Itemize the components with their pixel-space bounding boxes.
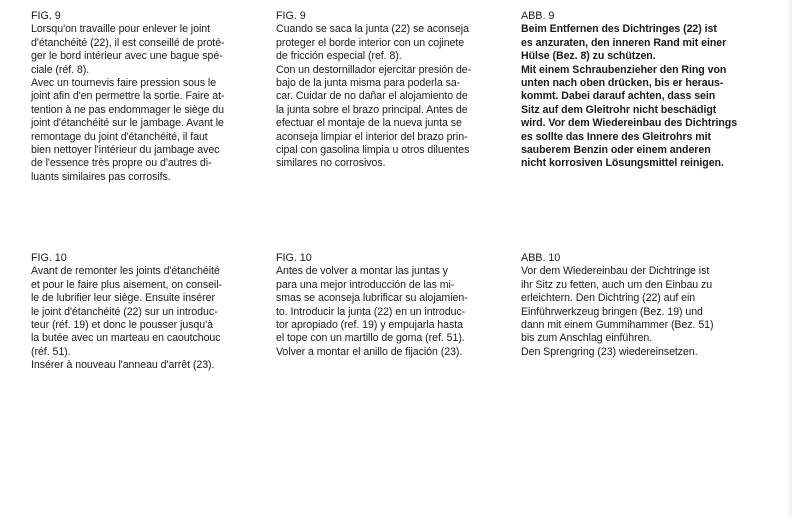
text-line: Avant de remonter les joints d'étanchéité — [31, 265, 220, 278]
text-line: el tope con un martillo de goma (ref. 51). — [276, 332, 465, 345]
text-line: joint d'étanchéité sur le jambage. Avant le — [31, 117, 224, 130]
text-line: es anzuraten, den inneren Rand mit einer — [521, 36, 727, 49]
text-line: Cuando se saca la junta (22) se aconseja — [276, 23, 469, 36]
text-line: smas se aconseja lubrificar su alojamien- — [276, 292, 468, 305]
fig9-spanish-section — [276, 10, 512, 171]
text-line: dann mit einem Gummihammer (Bez. 51) — [521, 319, 714, 332]
text-line: bis zum Anschlag einführen. — [521, 332, 653, 345]
text-line: wird. Vor dem Wiedereinbau des Dichtrings — [521, 117, 738, 130]
text-line: para una mejor introducción de las mi- — [276, 278, 455, 291]
text-line: sauberem Benzin oder einem anderen — [521, 144, 711, 157]
text-line: es sollte das Innere des Gleitrohrs mit — [521, 130, 711, 143]
text-line: le de lubrifier leur siège. Ensuite insérer — [31, 292, 215, 305]
text-line: Con un destornillador ejercitar presión de- — [276, 63, 472, 76]
section-heading: ABB. 10 — [521, 252, 561, 264]
section-body — [31, 265, 277, 372]
text-line: la junta sobre el brazo principal. Antes de — [276, 103, 468, 116]
text-line: Den Sprengring (23) wiedereinsetzen. — [521, 345, 698, 358]
section-body — [521, 23, 773, 170]
section-heading: FIG. 10 — [276, 252, 312, 264]
text-line: efectuar el montaje de la nueva junta se — [276, 117, 462, 130]
text-line: Avec un tournevis faire pression sous le — [31, 77, 217, 90]
text-line: Volver a montar el anillo de fijación (23). — [276, 345, 463, 358]
text-line: Sitz auf dem Gleitrohr nicht beschädigt — [521, 103, 717, 116]
text-line: nicht korrosiven Lösungsmittel reinigen. — [521, 157, 724, 170]
text-line: teur (réf. 19) et donc le pousser jusqu'à — [31, 319, 213, 332]
text-line: le joint d'étanchéité (22) sur un introduc- — [31, 305, 218, 318]
text-line: Lorsqu'on travaille pour enlever le joint — [31, 23, 210, 36]
section-body — [276, 23, 512, 170]
section-heading: FIG. 9 — [276, 10, 306, 22]
text-line: erleichtern. Den Dichtring (22) auf ein — [521, 292, 696, 305]
text-line: kommt. Dabei darauf achten, dass sein — [521, 90, 716, 103]
text-line: Antes de volver a montar las juntas y — [276, 265, 448, 278]
section-body — [31, 23, 277, 184]
abb9-german-section — [521, 10, 773, 171]
text-line: tention à ne pas endommager le siège du — [31, 103, 224, 116]
text-line: Vor dem Wiedereinbau der Dichtringe ist — [521, 265, 710, 278]
text-line: bien nettoyer l'intérieur du jambage avec — [31, 144, 220, 157]
text-line: ger le bord intérieur avec une bague spé- — [31, 50, 223, 63]
text-line: remontage du joint d'étanchéité, il faut — [31, 130, 208, 143]
text-line: luants similaires pas corrosifs. — [31, 170, 171, 183]
section-heading: FIG. 10 — [31, 252, 67, 264]
page-edge — [786, 0, 792, 516]
section-body — [276, 265, 512, 359]
text-line: to. Introducir la junta (22) en un introduc- — [276, 305, 466, 318]
text-line: d'étanchéité (22), il est conseillé de proté- — [31, 36, 225, 49]
section-heading: FIG. 9 — [31, 10, 61, 22]
section-body — [521, 265, 773, 359]
text-line: joint afin d'en permettre la sortie. Faire at- — [31, 90, 225, 103]
text-line: unten nach oben drücken, bis er heraus- — [521, 77, 724, 90]
text-line: cipal con gasolina limpia u otros diluentes — [276, 144, 470, 157]
text-line: Einführwerkzeug bringen (Bez. 19) und — [521, 305, 703, 318]
text-line: ihr Sitz zu fetten, auch um den Einbau zu — [521, 278, 713, 291]
fig10-spanish-section — [276, 252, 512, 359]
text-line: bajo de la junta misma para poderla sa- — [276, 77, 461, 90]
text-line: tor apropiado (ref. 19) y empujarla hasta — [276, 319, 463, 332]
text-line: la butée avec un marteau en caoutchouc — [31, 332, 221, 345]
fig9-french-section — [31, 10, 277, 184]
text-line: car. Cuidar de no dañar el alojamiento de — [276, 90, 468, 103]
text-line: (réf. 51). — [31, 345, 71, 358]
text-line: de fricción especial (ref. 8). — [276, 50, 402, 63]
text-line: proteger el borde interior con un cojinete — [276, 36, 465, 49]
text-line: et pour le faire plus aisement, on conseil- — [31, 278, 222, 291]
text-line: similares no corrosivos. — [276, 157, 386, 170]
text-line: Hülse (Bez. 8) zu schützen. — [521, 50, 656, 63]
fig10-french-section — [31, 252, 277, 373]
text-line: Beim Entfernen des Dichtringes (22) ist — [521, 23, 717, 36]
text-line: Mit einem Schraubenzieher den Ring von — [521, 63, 727, 76]
abb10-german-section — [521, 252, 773, 359]
text-line: ciale (réf. 8). — [31, 63, 90, 76]
section-heading: ABB. 9 — [521, 10, 555, 22]
text-line: aconseja limpiar el interior del brazo prin- — [276, 130, 468, 143]
text-line: Insérer à nouveau l'anneau d'arrêt (23). — [31, 359, 215, 372]
text-line: de l'essence très propre ou d'autres di- — [31, 157, 212, 170]
